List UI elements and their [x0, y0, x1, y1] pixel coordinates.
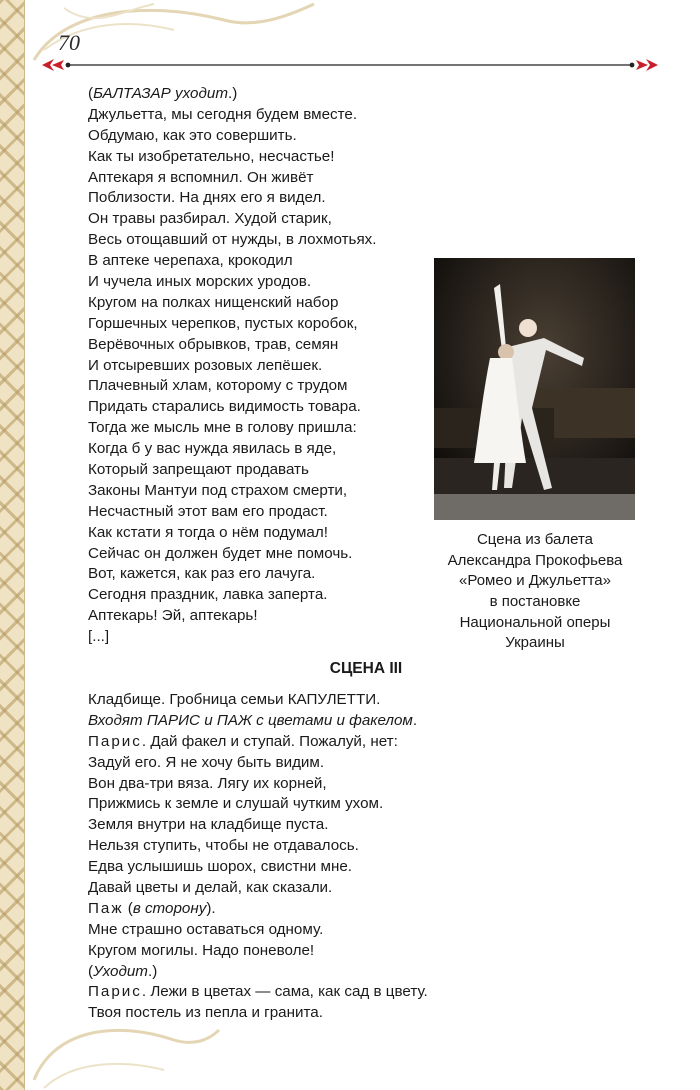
verse-line	[88, 293, 438, 314]
verse-line	[88, 168, 438, 189]
verse-line	[88, 899, 648, 920]
page-number: 70	[58, 30, 80, 55]
text-run: Как кстати я тогда о нём подумал!	[88, 523, 328, 541]
text-run: Джульетта, мы сегодня будем вместе.	[88, 105, 358, 123]
text-run: .)	[227, 85, 238, 102]
verse-line	[88, 209, 438, 230]
verse-line	[88, 606, 438, 627]
text-run: .)	[147, 962, 158, 980]
text-run: И чучела иных морских уродов.	[88, 273, 312, 291]
verse-line	[88, 356, 438, 377]
header-rule-ornament	[40, 56, 660, 74]
text-run: Парис	[88, 983, 142, 1001]
photo-caption	[424, 530, 646, 654]
verse-line	[88, 84, 438, 105]
verse-line	[88, 690, 648, 711]
text-run: Парис	[88, 732, 142, 750]
text-run: Обдумаю, как это совершить.	[88, 126, 297, 144]
text-run: Как ты изобретательно, несчастье!	[88, 147, 335, 165]
text-run: Вот, кажется, как раз его лачуга.	[88, 565, 316, 583]
left-arrow-ornament-icon	[42, 59, 70, 71]
verse-line	[88, 774, 648, 795]
text-run: Аптекарь! Эй, аптекарь!	[88, 607, 258, 625]
text-run: (	[123, 899, 133, 917]
verse-line	[88, 982, 648, 1003]
right-arrow-ornament-icon	[630, 59, 658, 71]
text-run: Нельзя ступить, чтобы не отдавалось.	[88, 837, 359, 855]
caption-line: Национальной оперы	[459, 613, 611, 631]
text-run: Придать старались видимость товара.	[88, 398, 361, 416]
verse-line	[88, 460, 438, 481]
text-run: Несчастный этот вам его продаст.	[88, 502, 328, 520]
text-run: Едва услышишь шорох, свистни мне.	[88, 858, 353, 876]
caption-line: в постановке	[489, 593, 581, 611]
text-run: Весь отощавший от нужды, в лохмотьях.	[88, 231, 377, 249]
text-run: БАЛТАЗАР уходит	[93, 85, 228, 102]
verse-line	[88, 732, 648, 753]
verse-line	[88, 585, 438, 606]
text-run: в сторону	[132, 899, 207, 917]
verse-line	[88, 147, 438, 168]
verse-line	[88, 941, 648, 962]
verse-line	[88, 502, 438, 523]
text-run: (	[88, 85, 94, 102]
verse-line	[88, 753, 648, 774]
verse-line	[88, 418, 438, 439]
caption-line: «Ромео и Джульетта»	[459, 572, 611, 590]
verse-line	[88, 794, 648, 815]
caption-line: Украины	[505, 634, 565, 652]
text-run: Плачевный хлам, которому с трудом	[88, 377, 348, 395]
scene-title: СЦЕНА III	[329, 660, 403, 677]
text-run: [...]	[88, 628, 110, 646]
ballet-scene-illustration	[434, 258, 635, 520]
scene-text-column	[88, 690, 648, 1024]
text-run: Верёвочных обрывков, трав, семян	[88, 335, 339, 353]
text-run: Прижмись к земле и слушай чутким ухом.	[88, 795, 384, 813]
text-run: Аптекаря я вспомнил. Он живёт	[88, 168, 314, 186]
text-run: Мне страшно оставаться одному.	[88, 920, 324, 938]
text-run: . Лежи в цветах — сама, как сад в цвету.	[141, 983, 428, 1001]
verse-line	[88, 481, 438, 502]
verse-line	[88, 815, 648, 836]
text-run: Он травы разбирал. Худой старик,	[88, 210, 332, 228]
text-run: Кругом могилы. Надо поневоле!	[88, 941, 315, 959]
verse-line	[88, 544, 438, 565]
text-run: ).	[206, 899, 216, 917]
text-run: Когда б у вас нужда явилась в яде,	[88, 440, 337, 458]
verse-line	[88, 188, 438, 209]
decorative-page-border	[0, 0, 25, 1090]
text-run: Паж	[88, 899, 124, 917]
text-run: Сегодня праздник, лавка заперта.	[88, 586, 328, 604]
text-run: Вон два-три вяза. Лягу их корней,	[88, 774, 327, 792]
verse-line	[88, 711, 648, 732]
verse-line	[88, 230, 438, 251]
text-run: Законы Мантуи под страхом смерти,	[88, 481, 348, 499]
text-run: Земля внутри на кладбище пуста.	[88, 816, 329, 834]
verse-line	[88, 857, 648, 878]
verse-line	[88, 1003, 648, 1024]
text-run: Входят ПАРИС и ПАЖ с цветами и факелом	[88, 711, 413, 729]
text-run: Поблизости. На днях его я видел.	[88, 189, 326, 207]
verse-line	[88, 962, 648, 983]
verse-line	[88, 397, 438, 418]
verse-line	[88, 335, 438, 356]
verse-line	[88, 836, 648, 857]
verse-line	[88, 878, 648, 899]
text-run: . Дай факел и ступай. Пожалуй, нет:	[141, 732, 398, 750]
caption-line: Александра Прокофьева	[447, 551, 623, 569]
verse-line	[88, 251, 438, 272]
text-run: И отсыревших розовых лепёшек.	[88, 356, 323, 374]
verse-line	[88, 105, 438, 126]
text-run: Твоя постель из пепла и гранита.	[88, 1004, 323, 1022]
text-run: Уходит	[93, 962, 148, 980]
text-run: В аптеке черепаха, крокодил	[88, 252, 293, 270]
text-run: Задуй его. Я не хочу быть видим.	[88, 753, 325, 771]
text-run: Кладбище. Гробница семьи КАПУЛЕТТИ.	[88, 691, 381, 708]
verse-line	[88, 523, 438, 544]
verse-line	[88, 564, 438, 585]
text-run: Который запрещают продавать	[88, 461, 309, 479]
verse-line	[88, 920, 648, 941]
text-run: Сейчас он должен будет мне помочь.	[88, 544, 353, 562]
text-run: Кругом на полках нищенский набор	[88, 293, 339, 311]
verse-line	[88, 627, 438, 648]
verse-line	[88, 376, 438, 397]
act-text-column	[88, 84, 438, 648]
caption-line: Сцена из балета	[476, 531, 594, 548]
text-run: Тогда же мысль мне в голову пришла:	[88, 419, 357, 437]
verse-line	[88, 314, 438, 335]
verse-line	[88, 272, 438, 293]
text-run: .	[412, 711, 418, 729]
text-run: Давай цветы и делай, как сказали.	[88, 879, 333, 897]
text-run: Горшечных черепков, пустых коробок,	[88, 314, 358, 332]
ballet-photo	[434, 258, 635, 520]
verse-line	[88, 439, 438, 460]
text-run: (	[88, 962, 94, 980]
verse-line	[88, 126, 438, 147]
